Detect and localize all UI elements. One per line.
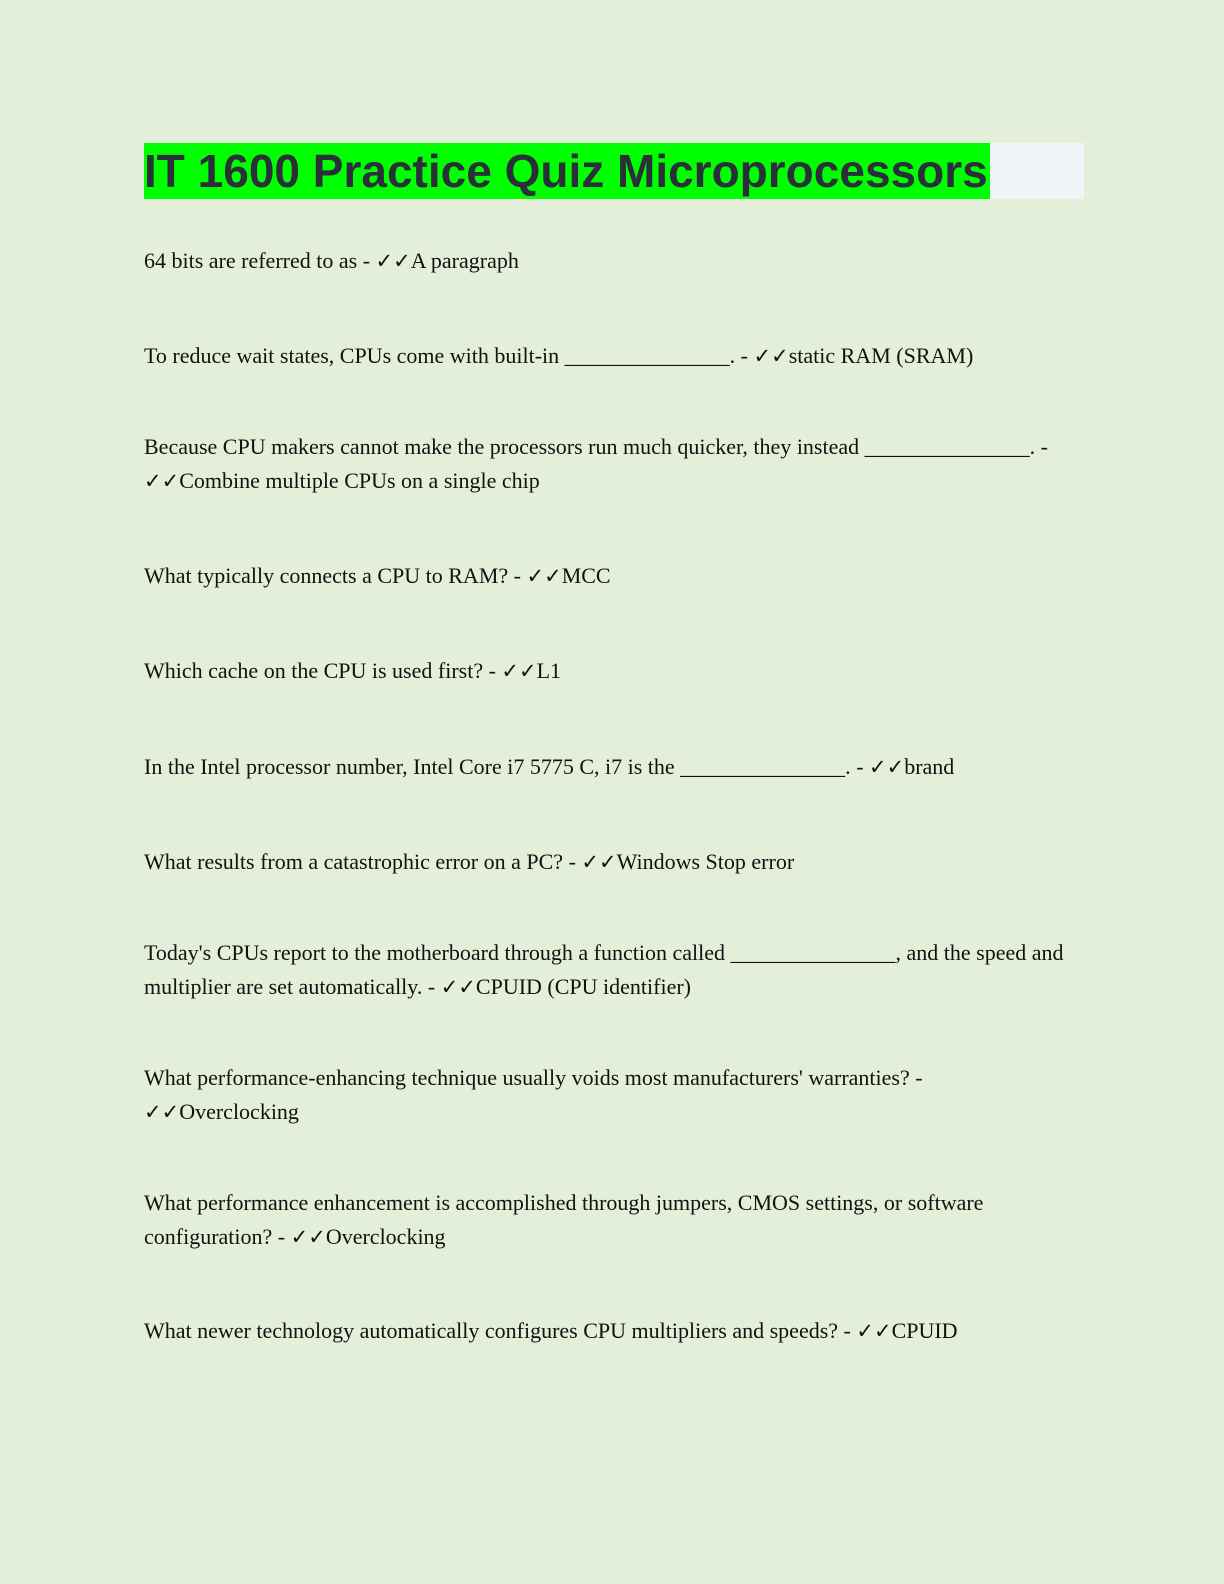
qa-item-3 <box>144 430 1074 498</box>
question-text: What newer technology automatically configures CPU multipliers and speeds? <box>144 1318 839 1343</box>
separator: - <box>272 1224 291 1249</box>
question-text: Because CPU makers cannot make the processors run much quicker, they instead _______________. <box>144 434 1036 459</box>
qa-item-6 <box>144 750 1074 784</box>
checkmark-icon: ✓✓ <box>440 975 476 999</box>
question-text: What results from a catastrophic error on a PC? <box>144 849 564 874</box>
separator: - <box>850 754 870 779</box>
qa-item-5 <box>144 654 1074 688</box>
separator: - <box>1035 434 1048 459</box>
separator: - <box>563 849 582 874</box>
question-text: Which cache on the CPU is used first? <box>144 658 484 683</box>
checkmark-icon: ✓✓ <box>856 1319 892 1343</box>
qa-item-1 <box>144 244 1074 278</box>
question-text: What performance-enhancing technique usually voids most manufacturers' warranties? <box>144 1065 910 1090</box>
separator: - <box>422 974 441 999</box>
qa-item-8 <box>144 936 1074 1004</box>
answer-text: static RAM (SRAM) <box>788 343 974 368</box>
separator: - <box>838 1318 857 1343</box>
separator: - <box>508 563 527 588</box>
checkmark-icon: ✓✓ <box>144 469 180 493</box>
page-title: IT 1600 Practice Quiz Microprocessors <box>144 145 988 197</box>
answer-text: Overclocking <box>179 1099 299 1124</box>
qa-item-11 <box>144 1314 1074 1348</box>
checkmark-icon: ✓✓ <box>869 755 905 779</box>
question-text: What typically connects a CPU to RAM? <box>144 563 509 588</box>
answer-text: A paragraph <box>410 248 519 273</box>
answer-text: brand <box>904 754 955 779</box>
checkmark-icon: ✓✓ <box>144 1100 180 1124</box>
question-text: In the Intel processor number, Intel Core i7 5775 C, i7 is the _______________. <box>144 754 851 779</box>
checkmark-icon: ✓✓ <box>501 659 537 683</box>
checkmark-icon: ✓✓ <box>375 249 411 273</box>
qa-item-2 <box>144 339 1074 373</box>
checkmark-icon: ✓✓ <box>753 344 789 368</box>
title-banner <box>144 143 1084 199</box>
answer-text: L1 <box>536 658 562 683</box>
answer-text: CPUID (CPU identifier) <box>475 974 691 999</box>
answer-text: MCC <box>561 563 611 588</box>
question-text: Today's CPUs report to the motherboard through a function called _______________, and the speed and multiplier are set automatically. <box>144 940 1064 999</box>
answer-text: Combine multiple CPUs on a single chip <box>179 468 540 493</box>
answer-text: Windows Stop error <box>616 849 795 874</box>
question-text: To reduce wait states, CPUs come with built-in _______________. <box>144 343 736 368</box>
checkmark-icon: ✓✓ <box>526 564 562 588</box>
separator: - <box>909 1065 923 1090</box>
answer-text: CPUID <box>891 1318 958 1343</box>
separator: - <box>483 658 502 683</box>
checkmark-icon: ✓✓ <box>290 1225 326 1249</box>
separator: - <box>357 248 376 273</box>
question-text: 64 bits are referred to as <box>144 248 358 273</box>
question-text: What performance enhancement is accomplished through jumpers, CMOS settings, or software configuration? <box>144 1190 984 1249</box>
qa-item-10 <box>144 1186 1074 1254</box>
checkmark-icon: ✓✓ <box>581 850 617 874</box>
answer-text: Overclocking <box>325 1224 446 1249</box>
qa-item-7 <box>144 845 1074 879</box>
separator: - <box>735 343 754 368</box>
qa-item-9 <box>144 1061 1074 1129</box>
qa-item-4 <box>144 559 1074 593</box>
